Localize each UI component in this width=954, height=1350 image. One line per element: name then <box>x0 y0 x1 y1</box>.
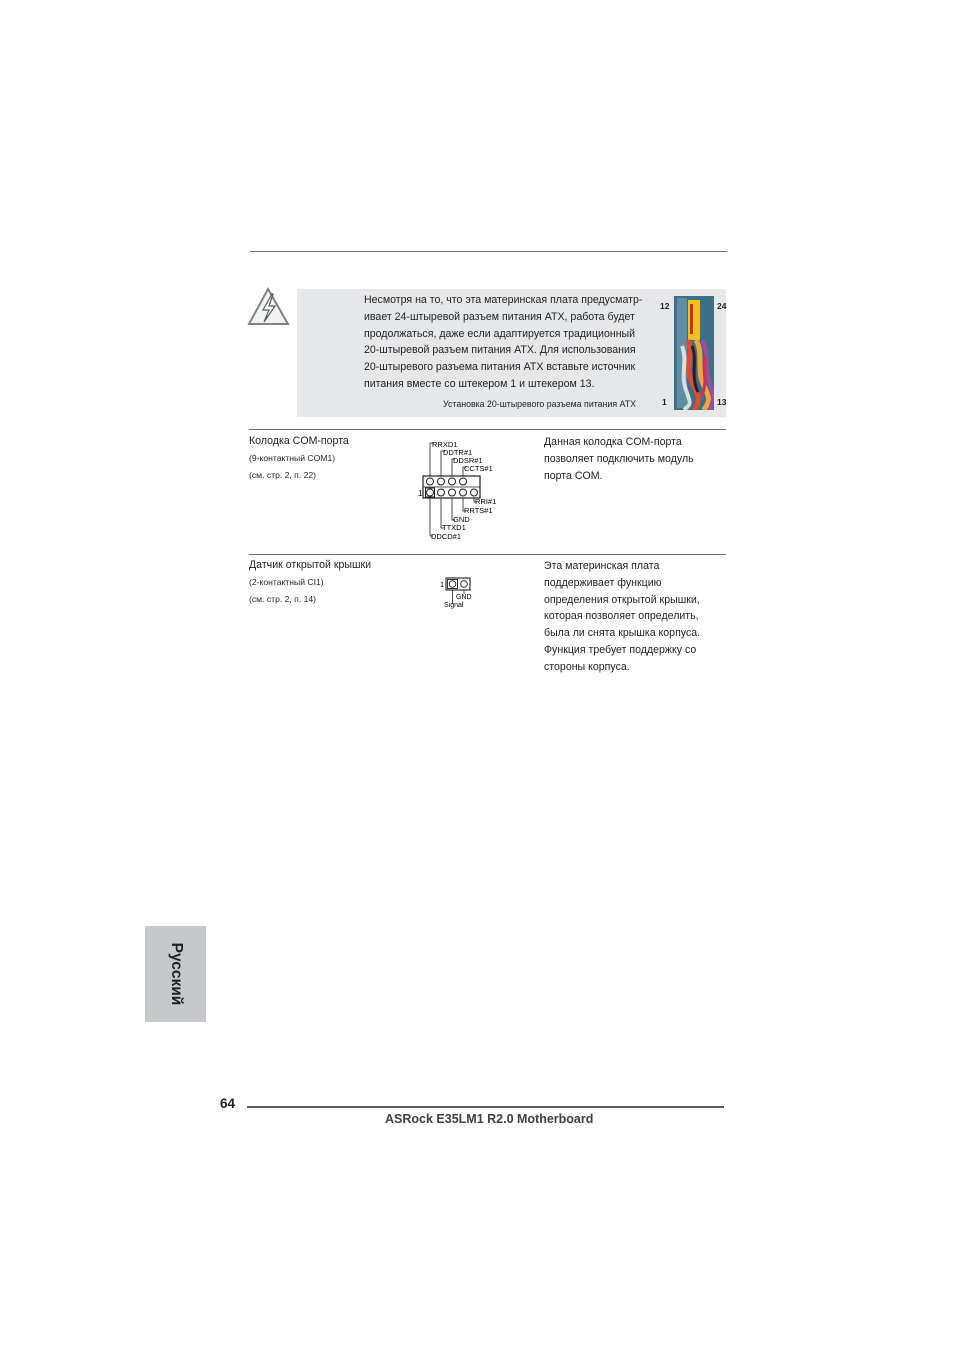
lightning-warning-icon <box>247 286 291 328</box>
note-line: питания вместе со штекером 1 и штекером 13. <box>364 377 595 390</box>
com-label-ddcd1: DDCD#1 <box>431 532 462 541</box>
description-line: Функция требует поддержку со <box>544 643 697 656</box>
com-label-ddsr1: DDSR#1 <box>453 456 483 465</box>
atx-pin-1-label: 1 <box>662 397 667 407</box>
com-header-diagram <box>412 438 522 544</box>
ci-gnd-label: GND <box>456 594 472 601</box>
com-label-ttxd1: TTXD1 <box>442 523 466 532</box>
com-label-ccts1: CCTS#1 <box>464 464 493 473</box>
description-line: Эта материнская плата <box>544 560 660 572</box>
description-line: была ли снята крышка корпуса. <box>544 627 701 640</box>
com-label-rrxd1: RRXD1 <box>432 440 458 449</box>
footer-product-name: ASRock E35LM1 R2.0 Motherboard <box>385 1112 594 1126</box>
chassis-section-rule <box>249 554 726 555</box>
language-tab <box>145 926 206 1022</box>
atx-connector-photo <box>674 296 714 410</box>
com-label-gnd: GND <box>453 515 470 524</box>
description-line: Данная колодка COM-порта <box>544 436 682 448</box>
com-pin-one-label: 1 <box>418 489 423 498</box>
footer-rule <box>247 1106 724 1108</box>
note-line: продолжаться, даже если адаптируется традиционный <box>364 327 636 340</box>
chassis-header-ref: (см. стр. 2, п. 14) <box>249 594 317 604</box>
description-line: стороны корпуса. <box>544 660 630 673</box>
description-line: определения открытой крышки, <box>544 593 700 606</box>
description-line: порта COM. <box>544 469 603 482</box>
com-label-rri1: RRI#1 <box>475 497 497 506</box>
description-line: которая позволяет определить, <box>544 610 699 623</box>
top-rule <box>250 251 727 252</box>
com-header-ref: (см. стр. 2, п. 22) <box>249 470 317 480</box>
com-label-ddtr1: DDTR#1 <box>443 448 473 457</box>
com-section-rule <box>249 429 726 430</box>
atx-pin-13-label: 13 <box>717 397 727 407</box>
com-header-description <box>544 434 726 484</box>
atx-pin-12-label: 12 <box>660 301 670 311</box>
language-tab-label: Русский <box>167 942 185 1006</box>
note-line: 20-штыревой разъем питания ATX. Для использования <box>364 344 636 357</box>
note-caption: Установка 20-штыревого разъема питания ATX <box>443 399 636 409</box>
chassis-header-title: Датчик открытой крышки <box>249 559 372 571</box>
chassis-header-pins: (2-контактный CI1) <box>249 577 324 587</box>
note-line: ивает 24-штыревой разъем питания ATX, работа будет <box>364 310 635 323</box>
chassis-header-description <box>544 558 726 676</box>
page-number: 64 <box>220 1096 236 1111</box>
com-header-title: Колодка COM-порта <box>249 435 349 447</box>
description-line: позволяет подключить модуль <box>544 452 694 465</box>
chassis-intrusion-diagram <box>436 574 486 610</box>
note-line: Несмотря на то, что эта материнская плата предусматр- <box>364 294 643 306</box>
com-header-pins: (9-контактный COM1) <box>249 453 336 463</box>
ci-signal-label: Signal <box>444 602 464 609</box>
ci-pin-one-label: 1 <box>440 580 445 589</box>
description-line: поддерживает функцию <box>544 576 662 589</box>
note-text <box>364 292 664 393</box>
note-line: 20-штыревого разъема питания ATX вставьте источник <box>364 361 636 374</box>
com-label-rrts1: RRTS#1 <box>464 506 493 515</box>
atx-pin-24-label: 24 <box>717 301 727 311</box>
